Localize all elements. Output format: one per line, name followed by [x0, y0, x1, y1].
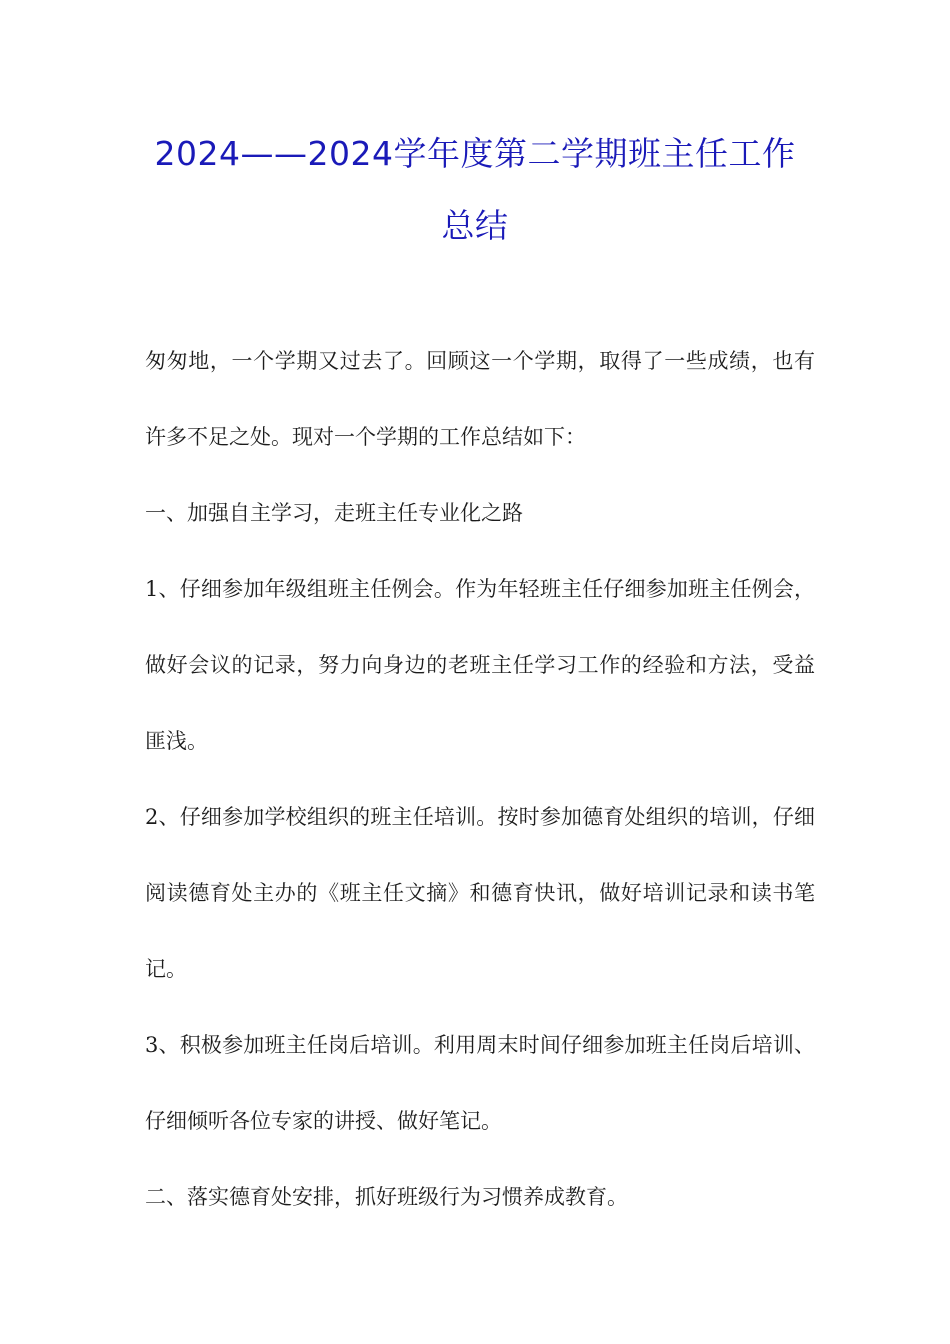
paragraph-item-2: 2、仔细参加学校组织的班主任培训。按时参加德育处组织的培训，仔细阅读德育处主办的《班主任文摘》和德育快讯，做好培训记录和读书笔记。: [145, 805, 815, 981]
document-title-line-1: 2024——2024学年度第二学期班主任工作: [154, 134, 796, 173]
section-heading-2: 二、落实德育处安排，抓好班级行为习惯养成教育。: [145, 1185, 628, 1209]
paragraph-intro: 匆匆地，一个学期又过去了。回顾这一个学期，取得了一些成绩，也有许多不足之处。现对一个学期的工作总结如下：: [145, 349, 815, 449]
paragraph-item-1: 1、仔细参加年级组班主任例会。作为年轻班主任仔细参加班主任例会，做好会议的记录，努力向身边的老班主任学习工作的经验和方法，受益匪浅。: [145, 577, 815, 753]
paragraph-item-3: 3、积极参加班主任岗后培训。利用周末时间仔细参加班主任岗后培训、仔细倾听各位专家的讲授、做好笔记。: [145, 1033, 815, 1133]
document-title-line-2: 总结: [441, 206, 509, 245]
section-heading-1: 一、加强自主学习，走班主任专业化之路: [145, 501, 523, 525]
